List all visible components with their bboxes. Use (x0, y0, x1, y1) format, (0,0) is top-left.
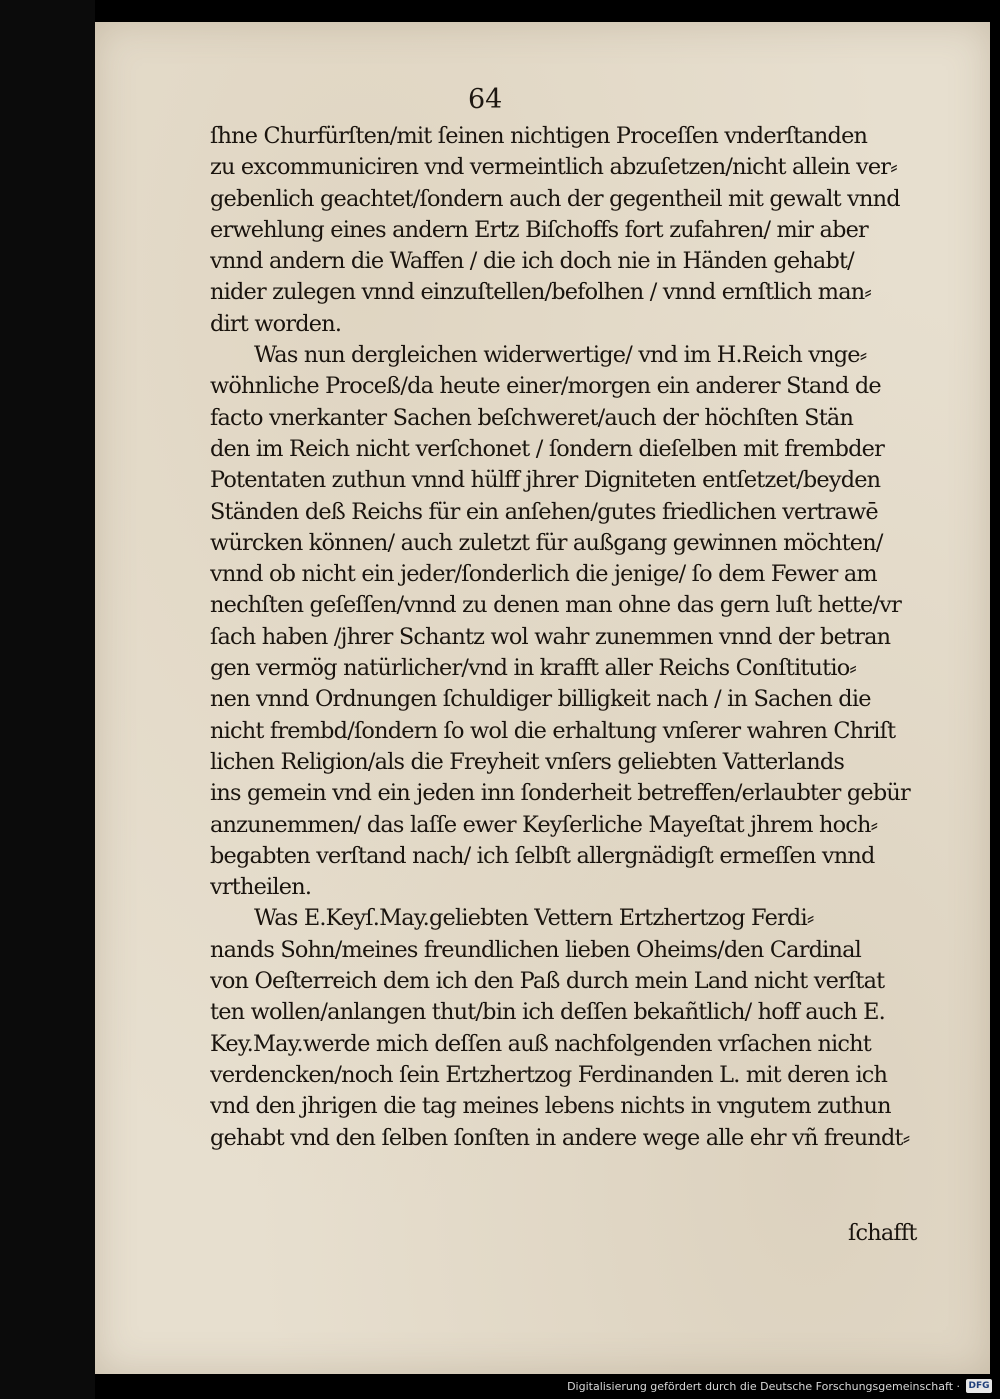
text-line: den im Reich nicht verſchonet / ſondern dieſelben mit frembder (210, 435, 884, 462)
text-line: lichen Religion/als die Freyheit vnſers geliebten Vatterlands (210, 748, 845, 775)
text-line: vnnd ob nicht ein jeder/ſonderlich die jenige/ ſo dem Fewer am (210, 561, 877, 588)
text-line: Key.May.werde mich deſſen auß nachfolgenden vrſachen nicht (210, 1030, 871, 1057)
paragraph-start-line: Was E.Keyſ.May.geliebten Vettern Ertzhertzog Ferdi⸗ (254, 905, 814, 932)
text-line: anzunemmen/ das laſſe ewer Keyſerliche Mayeſtat jhrem hoch⸗ (210, 811, 878, 838)
text-line: Ständen deß Reichs für ein anſehen/gutes friedlichen vertrawē (210, 498, 878, 525)
text-line: ten wollen/anlangen thut/bin ich deſſen bekañtlich/ hoff auch E. (210, 999, 885, 1026)
text-line: ins gemein vnd ein jeden inn ſonderheit betreffen/erlaubter gebür (210, 780, 910, 807)
text-line: begabten verſtand nach/ ich ſelbſt allergnädigſt ermeſſen vnnd (210, 842, 875, 869)
text-line: zu excommuniciren vnd vermeintlich abzuſetzen/nicht allein ver⸗ (210, 154, 897, 181)
text-line: gehabt vnd den ſelben ſonſten in andere wege alle ehr vñ freundt⸗ (210, 1124, 910, 1151)
text-line: gen vermög natürlicher/vnd in krafft aller Reichs Conſtitutio⸗ (210, 655, 857, 682)
text-line: vrtheilen. (210, 874, 312, 901)
dfg-logo: DFG (966, 1379, 992, 1393)
paragraph-start-line: Was nun dergleichen widerwertige/ vnd im H.Reich vnge⸗ (254, 342, 867, 369)
text-line: ſach haben /jhrer Schantz wol wahr zunemmen vnnd der betran (210, 623, 891, 650)
text-line: vnnd andern die Waffen / die ich doch nie in Händen gehabt/ (210, 248, 854, 275)
text-line: nechſten geſeſſen/vnnd zu denen man ohne das gern luſt hette/vr (210, 592, 902, 619)
text-line: nider zulegen vnnd einzuſtellen/befolhen / vnnd ernſtlich man⸗ (210, 279, 872, 306)
text-line: dirt worden. (210, 310, 342, 337)
body-text (210, 121, 932, 1154)
text-line: würcken können/ auch zuletzt für außgang gewinnen möchten/ (210, 529, 883, 556)
scan-border-left (0, 0, 95, 1399)
text-line: gebenlich geachtet/ſondern auch der gegentheil mit gewalt vnnd (210, 185, 900, 212)
text-line: Potentaten zuthun vnnd hülff jhrer Digniteten entſetzet/beyden (210, 467, 881, 494)
text-line: vnd den jhrigen die tag meines lebens nichts in vngutem zuthun (210, 1093, 891, 1120)
text-line: nen vnnd Ordnungen ſchuldiger billigkeit nach / in Sachen die (210, 686, 871, 713)
text-line: wöhnliche Proceß/da heute einer/morgen ein anderer Stand de (210, 373, 881, 400)
text-line: verdencken/noch ſein Ertzhertzog Ferdinanden L. mit deren ich (210, 1061, 888, 1088)
page-number: 64 (468, 84, 503, 115)
catchword: ſchafft (848, 1220, 917, 1246)
text-line: nicht frembd/ſondern ſo wol die erhaltung vnſerer wahren Chriſt (210, 717, 896, 744)
text-line: ſhne Churfürſten/mit ſeinen nichtigen Proceſſen vnderſtanden (210, 123, 868, 149)
text-line: erwehlung eines andern Ertz Biſchoffs fort zufahren/ mir aber (210, 216, 868, 243)
footer-bar (95, 1374, 1000, 1399)
text-line: von Oeſterreich dem ich den Paß durch mein Land nicht verſtat (210, 968, 885, 995)
text-line: facto vnerkanter Sachen beſchweret/auch der höchſten Stän (210, 404, 854, 431)
text-line: nands Sohn/meines freundlichen lieben Oheims/den Cardinal (210, 936, 862, 963)
funding-notice: Digitalisierung gefördert durch die Deutsche Forschungsgemeinschaft · (567, 1380, 960, 1393)
